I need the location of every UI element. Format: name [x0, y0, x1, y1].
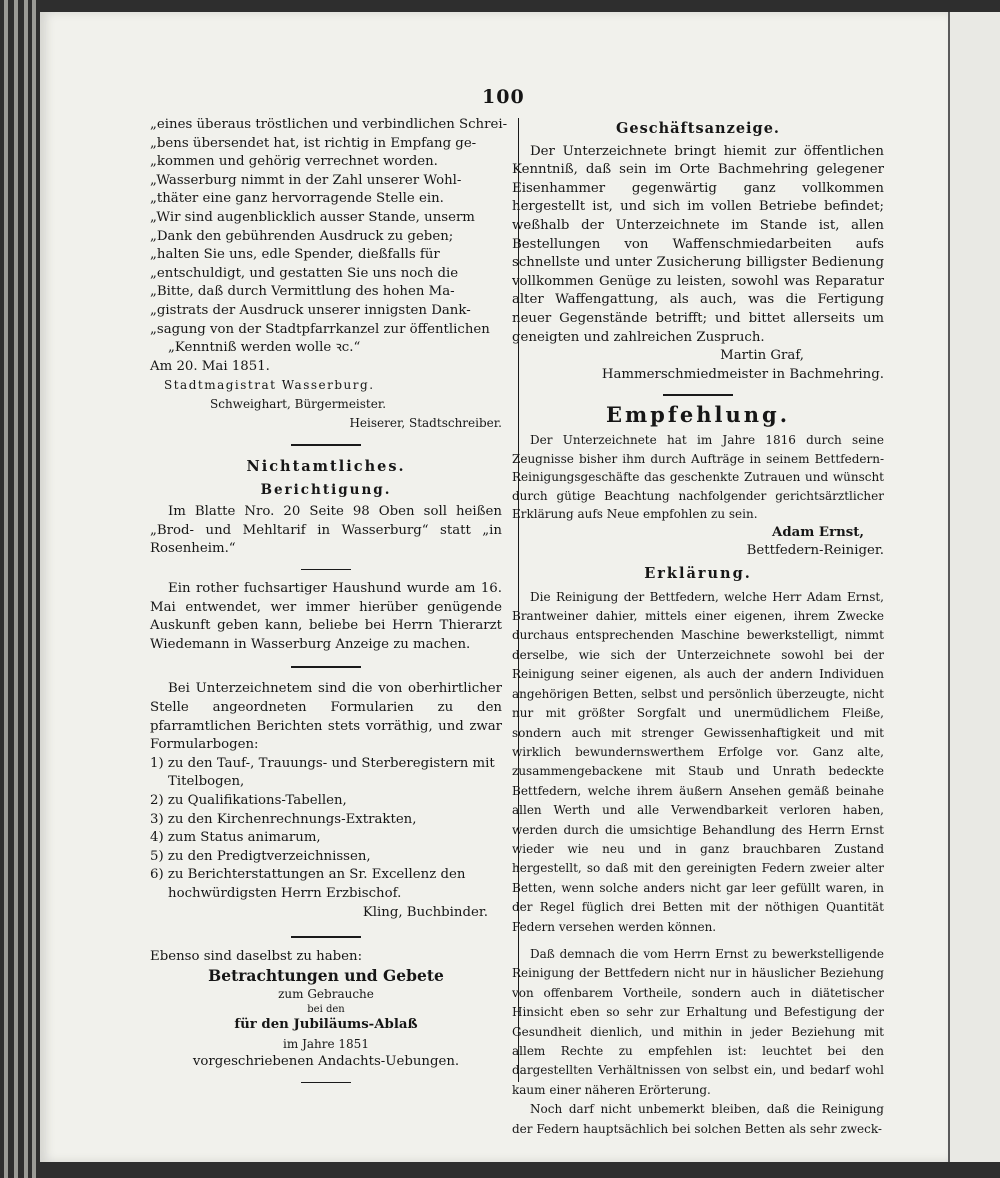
clerk-signature: Heiserer, Stadtschreiber. [349, 415, 502, 430]
letter-line: „Kenntniß werden wolle ꝛc.“ [168, 340, 361, 356]
business-signer: Martin Graf, [720, 348, 804, 364]
correction-text: Im Blatte Nro. 20 Seite 98 Oben soll heißen „Brod- und Mehltarif in Wasserburg“ statt „in Rosenheim.“ [150, 504, 502, 557]
business-role: Hammerschmiedmeister in Bachmehring. [601, 366, 884, 382]
book-line: für den Jubiläums-Ablaß [234, 1016, 418, 1032]
nonofficial-heading: Nichtamtliches. [246, 458, 406, 476]
list-item: 5) zu den Predigtverzeichnissen, [150, 848, 371, 864]
page-stack-edge [14, 0, 18, 1178]
right-column [512, 116, 884, 1139]
recommend-text: Der Unterzeichnete hat im Jahre 1816 durch seine Zeugnisse bisher ihm durch Aufträge in seinem Bettfedern-Reinigungsgeschäfte das geschenkte Zutrauen und wünscht durch gütige Beachtung nachfolgender gerichtsärztlicher Erklärung aufs Neue empfohlen zu sein. [512, 432, 884, 522]
date-line: Am 20. Mai 1851. [150, 358, 270, 374]
page-stack-edge [4, 0, 8, 1178]
section-rule [663, 394, 733, 396]
list-item: 4) zum Status animarum, [150, 830, 321, 846]
book-line: zum Gebrauche [278, 987, 374, 1002]
binder-signature: Kling, Buchbinder. [362, 904, 488, 920]
section-rule [291, 666, 361, 668]
declaration-paragraph: Die Reinigung der Bettfedern, welche Herr Adam Ernst, Brantweiner dahier, mittels einer eigenen, ihrem Zwecke durchaus entsprechenden Maschine bewerkstelligt, nimmt derselbe, wie sich der Unterzeichnete sowohl bei der Reinigung seiner eigenen, als auch der andern Individuen angehörigen Betten, selbst und persönlich überzeugte, nicht nur mit größter Sorgfalt und unermüdlichem Fleiße, sondern auch mit strenger Gewissenhaftigkeit und mit wirklich bewundernswerthem Erfolge vor. Ganz alte, zusammengebackene mit Staub und Unrath bedeckte Bettfedern, welche ihrem äußern Ansehen gemäß beinahe allen Werth und alle Verwendbarkeit verloren haben, werden durch die umsichtige Behandlung des Herrn Ernst wieder wie neu und in ganz brauchbaren Zustand hergestellt, so daß mit den gereinigten Federn zweier alter Betten, wenn solche anders nicht gar leer gefüllt waren, in der Regel füglich drei Betten mit der nöthigen Quantität Federn versehen werden können. [512, 589, 884, 934]
left-column [150, 116, 508, 1093]
page-stack-edge [24, 0, 28, 1178]
letter-line: „eines überaus tröstlichen und verbindlichen Schrei- [150, 117, 508, 132]
list-item: 2) zu Qualifikations-Tabellen, [150, 793, 347, 808]
also-available: Ebenso sind daselbst zu haben: [150, 949, 363, 965]
dog-notice: Ein rother fuchsartiger Haushund wurde am 16. Mai entwendet, wer immer hierüber genügende Auskunft geben kann, beliebe bei Herrn Thierarzt Wiedemann in Wasserburg Anzeige zu machen. [150, 581, 502, 652]
list-item: 6) zu Berichterstattungen an Sr. Excellenz den hochwürdigsten Herrn Erzbischof. [150, 867, 466, 901]
list-item: 3) zu den Kirchenrechnungs-Extrakten, [150, 811, 417, 827]
declaration-heading: Erklärung. [644, 565, 752, 583]
section-rule [301, 569, 351, 570]
page-stack-edge [32, 0, 36, 1178]
correction-heading: Berichtigung. [260, 481, 392, 498]
book-line: im Jahre 1851 [283, 1036, 369, 1051]
authority-name: Stadtmagistrat Wasserburg. [164, 378, 375, 393]
letter-line: „Dank den gebührenden Ausdruck zu geben; [150, 228, 454, 244]
forms-list [150, 755, 502, 904]
letter-line: „Wasserburg nimmt in der Zahl unserer Wohl- [150, 172, 462, 188]
list-item: 1) zu den Tauf-, Trauungs- und Sterberegistern mit Titelbogen, [150, 755, 495, 790]
mayor-signature: Schweighart, Bürgermeister. [210, 396, 387, 411]
letter-quote [150, 116, 508, 358]
declaration-paragraph: Noch darf nicht unbemerkt bleiben, daß die Reinigung der Federn hauptsächlich bei solchen Betten als sehr zweck- [512, 1102, 884, 1136]
business-heading: Geschäftsanzeige. [616, 120, 780, 137]
letter-line: „entschuldigt, und gestatten Sie uns noch die [150, 265, 459, 281]
book-line: bei den [307, 1003, 345, 1015]
letter-line: „gistrats der Ausdruck unserer innigsten Dank- [150, 302, 471, 318]
letter-line: „sagung von der Stadtpfarrkanzel zur öffentlichen [150, 321, 490, 337]
recommend-signer: Adam Ernst, [772, 524, 864, 540]
section-rule [301, 1082, 351, 1083]
business-text: Der Unterzeichnete bringt hiemit zur öffentlichen Kenntniß, daß sein im Orte Bachmehring gelegener Eisenhammer gegenwärtig ganz vollkommen hergestellt ist, und sich im vollen Betriebe befindet; weßhalb der Unterzeichnete im Stande ist, allen Bestellungen von Waffenschmiedarbeiten aufs schnellste und unter Zusicherung billigster Bedienung vollkommen Genüge zu leisten, sowohl was Reparatur alter Waffengattung, als auch, was die Fertigung neuer Gegenstände betrifft; und bittet allerseits um geneigten und zahlreichen Zuspruch. [512, 143, 884, 345]
letter-line: „halten Sie uns, edle Spender, dießfalls für [150, 247, 440, 263]
letter-line: „kommen und gehörig verrechnet worden. [150, 154, 438, 170]
book-line: vorgeschriebenen Andachts-Uebungen. [192, 1054, 460, 1070]
recommend-role: Bettfedern-Reiniger. [746, 543, 884, 559]
recommend-heading: Empfehlung. [605, 402, 791, 428]
letter-line: „Wir sind augenblicklich ausser Stande, unserm [150, 209, 475, 225]
section-rule [291, 444, 361, 446]
paragraph-gap [512, 937, 884, 945]
facing-page-edge [948, 12, 1000, 1162]
letter-line: „bens übersendet hat, ist richtig in Empfang ge- [150, 135, 477, 151]
declaration-paragraph: Daß demnach die vom Herrn Ernst zu bewerkstelligende Reinigung der Bettfedern nicht nur in häuslicher Beziehung von offenbarem Vortheile, sondern auch in diätetischer Hinsicht eben so sehr zur Erhaltung und Befestigung der Gesundheit dienlich, und mithin in jeder Beziehung mit allem Rechte zu empfehlen ist: leuchtet bei den dargestellten Verhältnissen von selbst ein, und bedarf wohl kaum einer näheren Erörterung. [512, 946, 884, 1097]
book-title: Betrachtungen und Gebete [208, 965, 444, 985]
page-number: 100 [482, 86, 525, 108]
section-rule [291, 936, 361, 938]
forms-intro: Bei Unterzeichnetem sind die von oberhirtlicher Stelle angeordneten Formularien zu den pfarramtlichen Berichten stets vorräthig, und zwar Formularbogen: [150, 681, 502, 753]
letter-line: „thäter eine ganz hervorragende Stelle ein. [150, 191, 444, 207]
letter-line: „Bitte, daß durch Vermittlung des hohen Ma- [150, 284, 455, 300]
